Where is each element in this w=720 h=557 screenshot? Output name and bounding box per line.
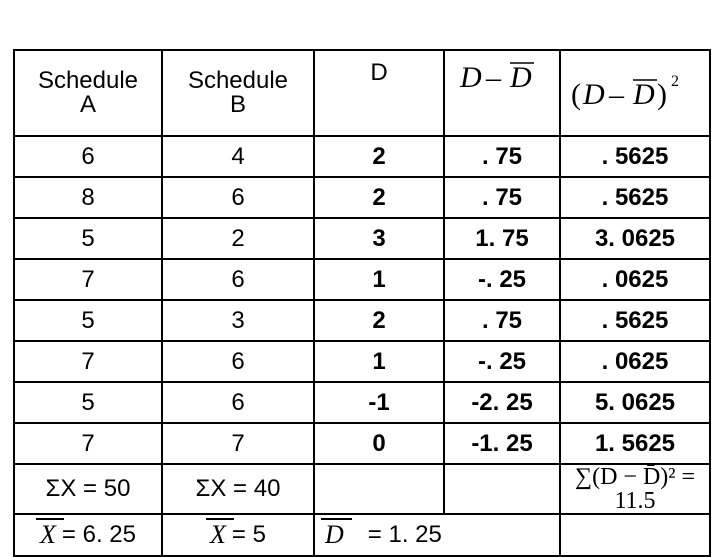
sum-sq: ∑(D − D̄)² = 11.5 xyxy=(560,464,710,514)
sum-row xyxy=(14,464,710,514)
mean-row xyxy=(14,514,710,556)
mean-a-symbol: X xyxy=(40,522,56,548)
cell-d: 3 xyxy=(314,218,444,259)
cell-b: 4 xyxy=(162,136,314,177)
header-d-label: D xyxy=(370,59,388,86)
svg-text:D: D xyxy=(583,77,605,111)
table-row xyxy=(14,259,710,300)
table-row xyxy=(14,341,710,382)
data-table xyxy=(13,49,711,557)
table-row xyxy=(14,177,710,218)
cell-dev: . 75 xyxy=(444,177,560,218)
cell-d: -1 xyxy=(314,382,444,423)
mean-a-value: = 6. 25 xyxy=(61,521,136,548)
svg-text:(: ( xyxy=(571,77,581,111)
cell-b: 2 xyxy=(162,218,314,259)
cell-dev: -. 25 xyxy=(444,259,560,300)
cell-a: 5 xyxy=(14,382,162,423)
sum-a: ΣX = 50 xyxy=(14,464,162,514)
cell-a: 7 xyxy=(14,341,162,382)
table-row xyxy=(14,136,710,177)
cell-dev: . 75 xyxy=(444,300,560,341)
cell-sq: . 5625 xyxy=(560,177,710,218)
cell-sq: . 0625 xyxy=(560,341,710,382)
svg-text:–: – xyxy=(486,61,501,94)
table-row xyxy=(14,423,710,464)
header-b-line1: Schedule xyxy=(187,67,289,94)
cell-sq: . 0625 xyxy=(560,259,710,300)
cell-d: 0 xyxy=(314,423,444,464)
cell-b: 7 xyxy=(162,423,314,464)
deviation-formula-graphic xyxy=(452,57,552,97)
svg-text:D: D xyxy=(510,61,532,94)
cell-dev: -2. 25 xyxy=(444,382,560,423)
sum-d-empty xyxy=(314,464,444,514)
cell-sq: . 5625 xyxy=(560,136,710,177)
cell-b: 6 xyxy=(162,177,314,218)
cell-a: 5 xyxy=(14,300,162,341)
cell-sq: 5. 0625 xyxy=(560,382,710,423)
cell-b: 3 xyxy=(162,300,314,341)
sum-dev-empty xyxy=(444,464,560,514)
cell-d: 2 xyxy=(314,300,444,341)
svg-text:–: – xyxy=(609,77,624,111)
header-b-line2: B xyxy=(229,91,246,118)
cell-dev: -1. 25 xyxy=(444,423,560,464)
header-a-line2: A xyxy=(79,91,96,118)
mean-sq-empty xyxy=(560,514,710,556)
header-schedule-b xyxy=(162,50,314,136)
cell-d: 2 xyxy=(314,136,444,177)
cell-b: 6 xyxy=(162,341,314,382)
table-row xyxy=(14,218,710,259)
sum-b: ΣX = 40 xyxy=(162,464,314,514)
cell-dev: -. 25 xyxy=(444,341,560,382)
cell-a: 5 xyxy=(14,218,162,259)
mean-d xyxy=(314,514,560,556)
header-row xyxy=(14,50,710,136)
cell-d: 1 xyxy=(314,259,444,300)
mean-b-value: = 5 xyxy=(231,521,266,548)
svg-text:): ) xyxy=(657,77,667,111)
cell-a: 6 xyxy=(14,136,162,177)
table-row xyxy=(14,300,710,341)
cell-d: 1 xyxy=(314,341,444,382)
cell-a: 7 xyxy=(14,259,162,300)
deviation-squared-formula-graphic xyxy=(565,66,705,116)
svg-text:2: 2 xyxy=(671,72,679,90)
mean-b-symbol: X xyxy=(210,522,226,548)
header-d xyxy=(314,50,444,136)
cell-sq: 1. 5625 xyxy=(560,423,710,464)
mean-d-value: = 1. 25 xyxy=(367,521,442,548)
cell-a: 8 xyxy=(14,177,162,218)
cell-d: 2 xyxy=(314,177,444,218)
table-row xyxy=(14,382,710,423)
cell-a: 7 xyxy=(14,423,162,464)
mean-d-symbol: D xyxy=(325,522,344,548)
header-a-line1: Schedule xyxy=(37,67,139,94)
mean-a xyxy=(14,514,162,556)
cell-sq: . 5625 xyxy=(560,300,710,341)
svg-text:D: D xyxy=(633,77,655,111)
mean-b xyxy=(162,514,314,556)
cell-b: 6 xyxy=(162,382,314,423)
cell-dev: 1. 75 xyxy=(444,218,560,259)
header-deviation-squared xyxy=(560,50,710,136)
header-schedule-a xyxy=(14,50,162,136)
cell-sq: 3. 0625 xyxy=(560,218,710,259)
cell-dev: . 75 xyxy=(444,136,560,177)
cell-b: 6 xyxy=(162,259,314,300)
svg-text:D: D xyxy=(460,61,482,94)
header-deviation xyxy=(444,50,560,136)
